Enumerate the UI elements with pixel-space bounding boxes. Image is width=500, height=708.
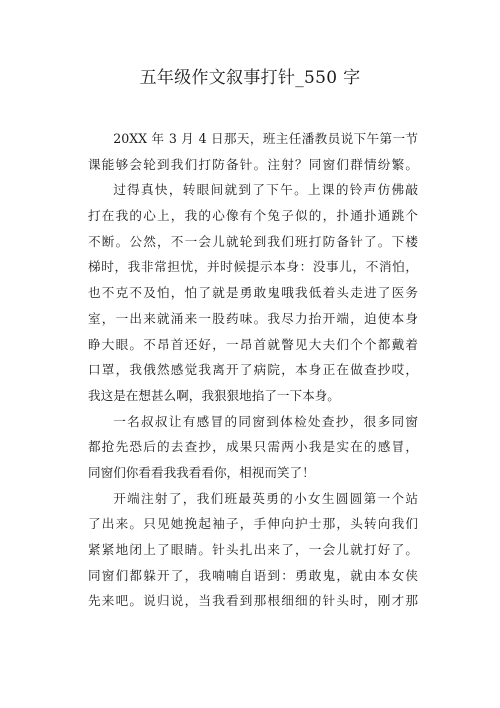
- text-line: 睁大眼。不昂首还好，一昂首就瞥见大夫们个个都戴着: [88, 336, 418, 352]
- text-line: 了出来。只见她挽起袖子，手伸向护士那，头转向我们: [88, 516, 418, 532]
- text-line: 同窗们都躲开了，我喃喃自语到：勇敢鬼，就由本女侠: [88, 567, 418, 583]
- text-line: 不断。公然，不一会儿就轮到我们班打防备针了。下楼: [88, 233, 418, 249]
- document-body: [88, 126, 418, 614]
- text-line: 我这是在想甚么啊，我狠狠地掐了一下本身。: [88, 387, 340, 403]
- text-line: 课能够会轮到我们打防备针。注射？同窗们群情纷繁。: [88, 156, 418, 172]
- text-line: 紧紧地闭上了眼睛。针头扎出来了，一会儿就打好了。: [88, 542, 418, 557]
- text-line: 室，一出来就涌来一股药味。我尽力抬开端，迫使本身: [88, 310, 418, 326]
- text-line: 打在我的心上，我的心像有个兔子似的，扑通扑通跳个: [88, 208, 418, 224]
- text-line: 口罩，我俄然感觉我离开了病院，本身正在做查抄哎，: [88, 362, 418, 378]
- text-line: 先来吧。说归说，当我看到那根细细的针头时，刚才那: [88, 593, 418, 609]
- text-line: 20XX 年 3 月 4 日那天，班主任潘教员说下午第一节: [113, 131, 418, 146]
- text-line: 都抢先恐后的去查抄，成果只需两小我是实在的感冒，: [88, 439, 418, 455]
- text-line: 梯时，我非常担忧，并时候提示本身：没事儿，不消怕，: [88, 259, 418, 275]
- text-line: 一名叔叔让有感冒的同窗到体检处查抄，很多同窗: [113, 413, 418, 429]
- text-line: 开端注射了，我们班最英勇的小女生圆圆第一个站: [113, 490, 418, 506]
- document-title: 五年级作文叙事打针_550 字: [139, 68, 361, 88]
- text-line: 同窗们你看看我我看看你，相视而笑了！: [88, 464, 315, 480]
- text-line: 也不克不及怕，怕了就是勇敢鬼哦我低着头走进了医务: [88, 285, 418, 301]
- text-line: 过得真快，转眼间就到了下午。上课的铃声仿佛敲: [113, 182, 418, 198]
